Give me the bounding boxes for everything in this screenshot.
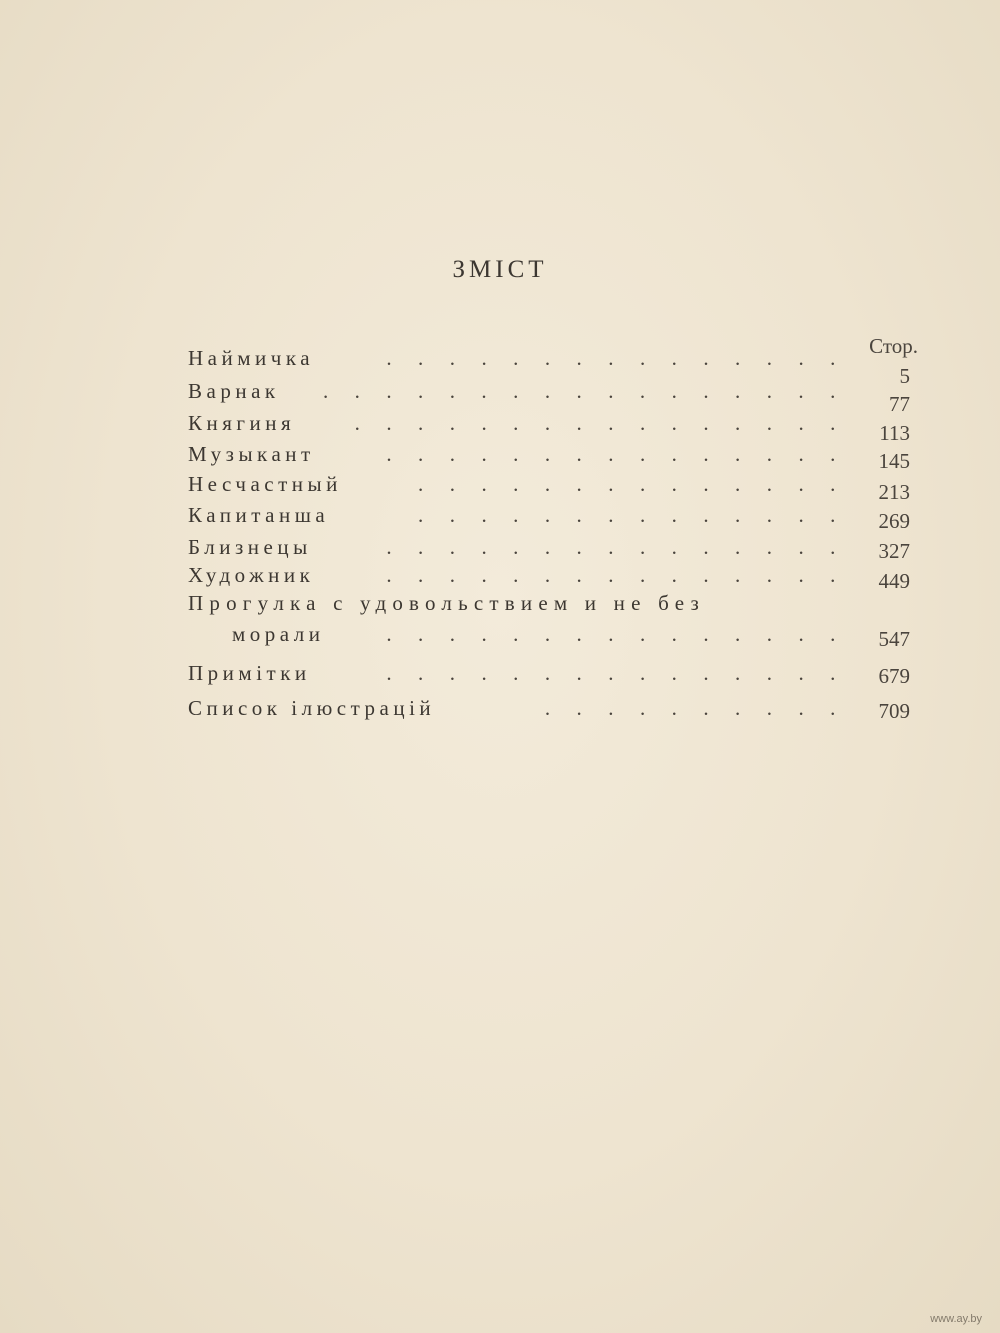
- dot-leader: . . . . . . . . . . . . . . .: [386, 622, 846, 646]
- toc-entry-page: 449: [878, 569, 910, 593]
- toc-entry-title: Близнецы: [188, 535, 312, 559]
- dot-leader: . . . . . . . . . . . . . .: [418, 503, 846, 527]
- toc-entry: [188, 346, 910, 388]
- toc-entry-page: 679: [878, 664, 910, 688]
- toc-entry-title: морали: [232, 622, 325, 646]
- toc-entry-page: 269: [878, 509, 910, 533]
- page-title: ЗМІСТ: [452, 256, 548, 283]
- toc-entry-title: Капитанша: [188, 503, 330, 527]
- toc-entry: [188, 503, 910, 533]
- toc-entry-title: Примітки: [188, 661, 311, 685]
- toc-entry-page: 113: [879, 421, 910, 445]
- toc-entry-page: 145: [878, 449, 910, 473]
- toc-entry-page: 213: [878, 480, 910, 504]
- toc-entry-page: 547: [878, 627, 910, 651]
- toc-entry-title: Несчастный: [188, 472, 342, 496]
- toc-entry: [188, 442, 910, 472]
- toc-entry-title: Список ілюстрацій: [188, 696, 436, 720]
- dot-leader: . . . . . . . . . . . . . . .: [386, 535, 846, 559]
- toc-entry-title-line1: Прогулка с удовольствием и не без: [188, 591, 705, 615]
- dot-leader: . . . . . . . . . . . . . . . . .: [322, 379, 846, 403]
- toc-entry: [188, 379, 910, 416]
- toc-entry: [188, 411, 910, 445]
- toc-entry: [188, 661, 910, 691]
- dot-leader: . . . . . . . . . .: [544, 696, 846, 720]
- page-column-label: Стор.: [869, 334, 918, 358]
- dot-leader: . . . . . . . . . . . . . . .: [386, 346, 846, 370]
- watermark: www.ay.by: [930, 1313, 982, 1325]
- toc-entry: [188, 472, 910, 502]
- dot-leader: . . . . . . . . . . . . . . .: [386, 661, 846, 685]
- toc-entry: [188, 696, 910, 726]
- toc-entry-title: Художник: [188, 563, 315, 587]
- toc-entry-title: Наймичка: [188, 346, 315, 370]
- toc-entry-title: Музыкант: [188, 442, 315, 466]
- toc-entry-page: 5: [899, 364, 910, 388]
- dot-leader: . . . . . . . . . . . . . . .: [386, 442, 846, 466]
- toc-entry: [188, 622, 910, 652]
- dot-leader: . . . . . . . . . . . . . .: [418, 472, 846, 496]
- dot-leader: . . . . . . . . . . . . . . .: [386, 563, 846, 587]
- toc-entry-page: 327: [878, 539, 910, 563]
- dot-leader: . . . . . . . . . . . . . . . .: [354, 411, 846, 435]
- toc-entry-title: Варнак: [188, 379, 280, 403]
- toc-entry: [188, 535, 910, 565]
- toc-entry-title: Княгиня: [188, 411, 296, 435]
- toc-entry-page: 709: [878, 699, 910, 723]
- toc-entry-page: 77: [889, 392, 910, 416]
- toc-entry: [188, 563, 910, 593]
